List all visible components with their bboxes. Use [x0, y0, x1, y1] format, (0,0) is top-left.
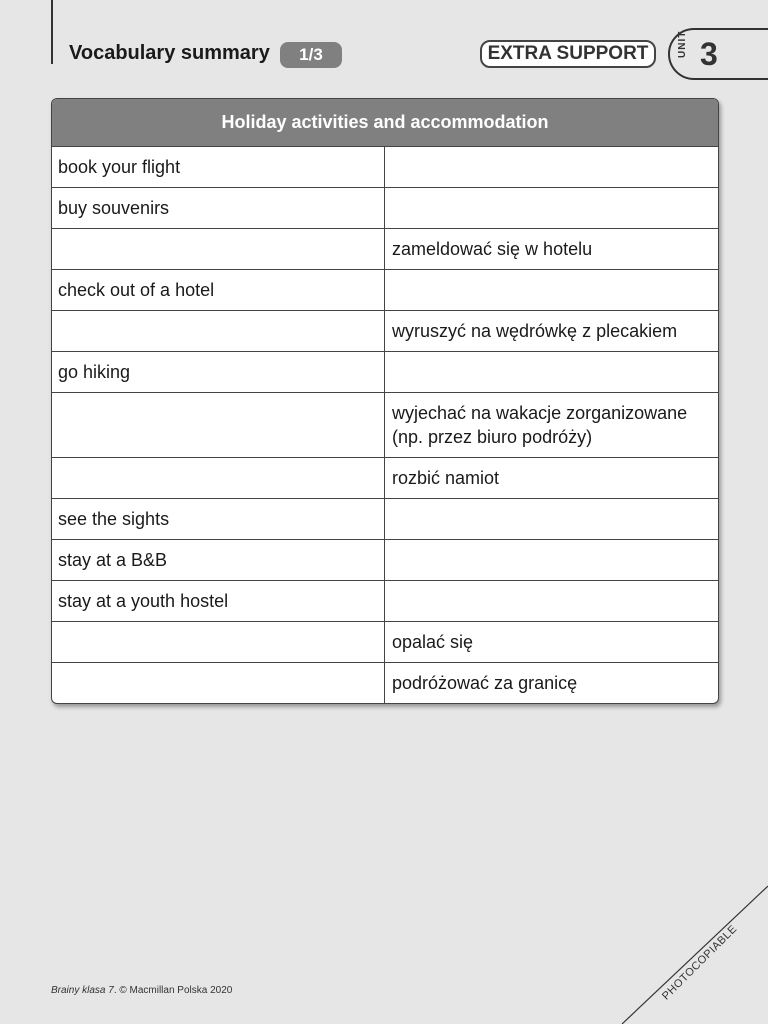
- english-cell: buy souvenirs: [52, 188, 385, 228]
- table-row: [52, 458, 718, 499]
- english-cell: book your flight: [52, 147, 385, 187]
- table-row: [52, 147, 718, 188]
- table-body: [52, 147, 718, 703]
- polish-cell: [385, 188, 718, 228]
- english-cell: [52, 663, 385, 703]
- polish-cell: [385, 270, 718, 310]
- unit-number: 3: [700, 36, 718, 72]
- table-row: [52, 393, 718, 458]
- table-row: [52, 352, 718, 393]
- table-row: [52, 311, 718, 352]
- polish-cell: [385, 499, 718, 539]
- table-row: [52, 270, 718, 311]
- page-title: Vocabulary summary: [69, 42, 270, 64]
- english-cell: stay at a B&B: [52, 540, 385, 580]
- english-cell: [52, 311, 385, 351]
- polish-cell: opalać się: [392, 632, 474, 652]
- english-cell: stay at a youth hostel: [52, 581, 385, 621]
- table-row: [52, 540, 718, 581]
- polish-cell: rozbić namiot: [392, 468, 500, 488]
- table-row: [52, 499, 718, 540]
- english-cell: [52, 622, 385, 662]
- table-row: [52, 229, 718, 270]
- polish-cell: [385, 581, 718, 621]
- english-cell: go hiking: [52, 352, 385, 392]
- table-row: [52, 663, 718, 703]
- polish-cell: podróżować za granicę: [392, 673, 578, 693]
- polish-cell: wyjechać na wakacje zorganizowane (np. przez biuro podróży): [392, 403, 688, 447]
- table-row: [52, 622, 718, 663]
- english-cell: check out of a hotel: [52, 270, 385, 310]
- corner-fold-line: [600, 880, 768, 1024]
- footer-book-title: Brainy klasa 7: [51, 985, 114, 996]
- table-row: [52, 581, 718, 622]
- polish-cell: wyruszyć na wędrówkę z plecakiem: [392, 321, 678, 341]
- table-row: [52, 188, 718, 229]
- english-cell: [52, 229, 385, 269]
- unit-label: UNIT: [677, 30, 688, 58]
- footer-copyright: [51, 985, 232, 996]
- english-cell: see the sights: [52, 499, 385, 539]
- margin-line: [51, 0, 53, 64]
- polish-cell: [385, 540, 718, 580]
- extra-support-badge: EXTRA SUPPORT: [480, 40, 656, 68]
- table-heading: Holiday activities and accommodation: [52, 99, 718, 147]
- photocopiable-label: PHOTOCOPIABLE: [660, 922, 740, 1003]
- polish-cell: [385, 147, 718, 187]
- english-cell: [52, 458, 385, 498]
- polish-cell: [385, 352, 718, 392]
- footer-copyright-text: . © Macmillan Polska 2020: [113, 985, 233, 996]
- page-badge: 1/3: [280, 42, 342, 68]
- vocabulary-table: [51, 98, 719, 704]
- polish-cell: zameldować się w hotelu: [392, 239, 593, 259]
- english-cell: [52, 393, 385, 457]
